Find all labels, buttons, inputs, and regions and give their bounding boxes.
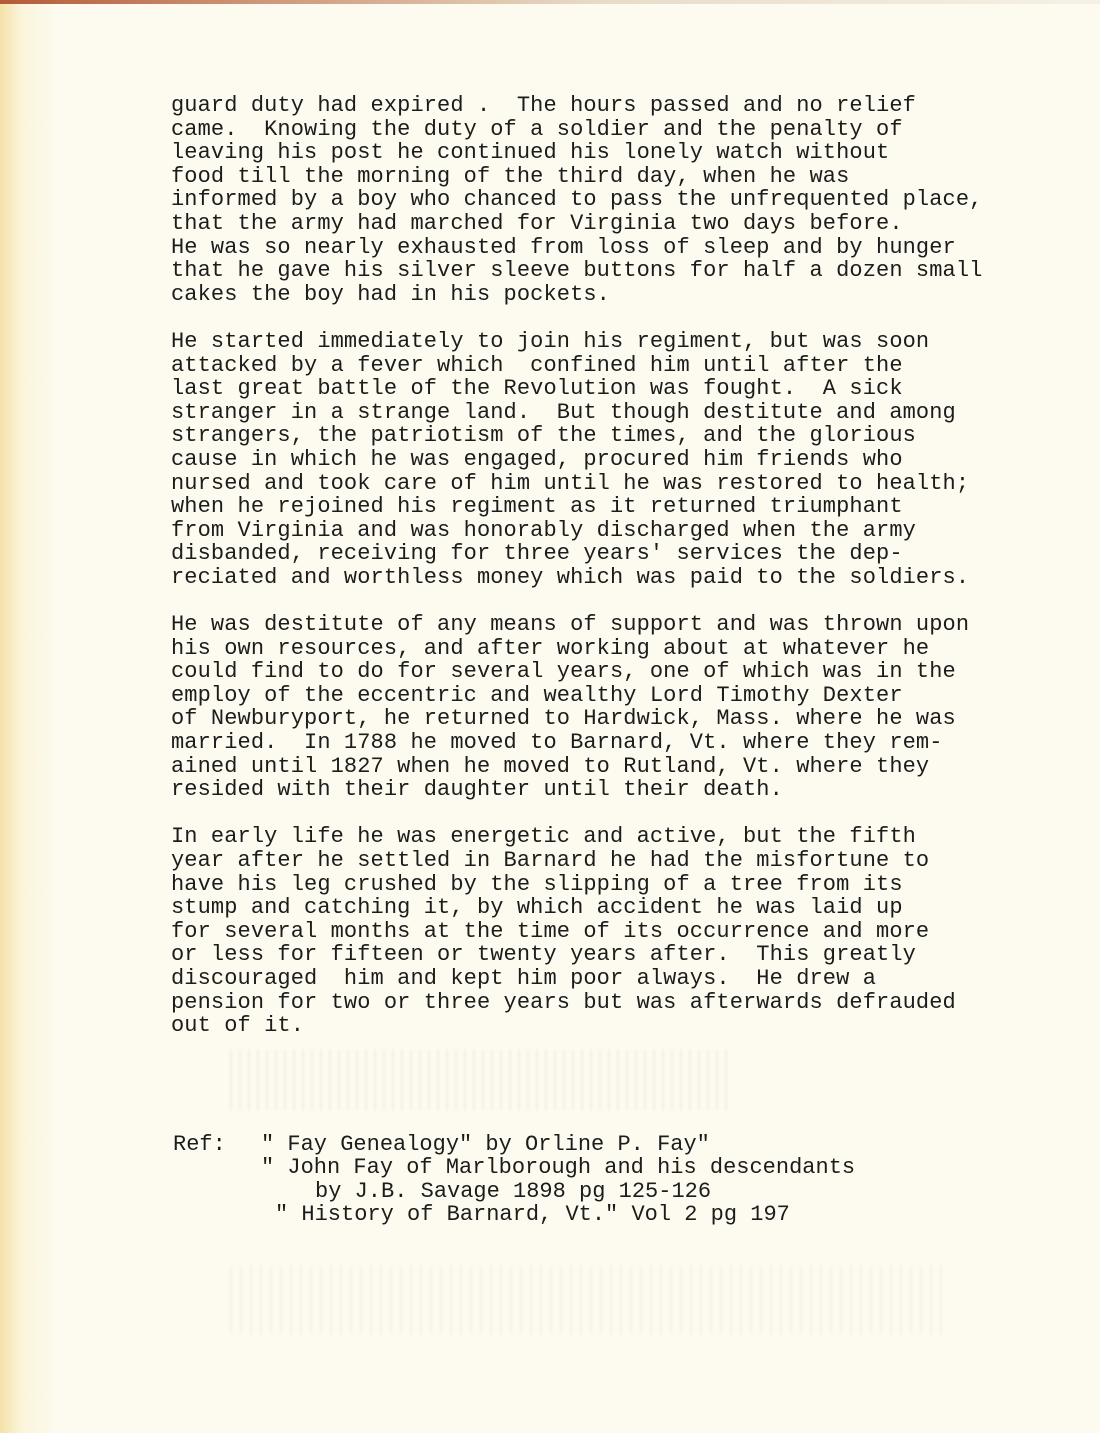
text-line: his own resources, and after working about at whatever he: [171, 635, 930, 661]
text-line: year after he settled in Barnard he had the misfortune to: [171, 848, 930, 873]
text-line: when he rejoined his regiment as it returned triumphant: [171, 494, 903, 520]
text-line: leaving his post he continued his lonely watch without: [171, 140, 890, 166]
text-line: resided with their daughter until their death.: [171, 777, 783, 803]
text-line: married. In 1788 he moved to Barnard, Vt. where they rem-: [171, 730, 943, 756]
reference-entry: " History of Barnard, Vt." Vol 2 pg 197: [275, 1202, 790, 1228]
text-line: came. Knowing the duty of a soldier and the penalty of: [171, 116, 903, 142]
text-line: that the army had marched for Virginia two days before.: [171, 210, 903, 236]
references-block: [173, 1133, 1053, 1227]
text-line: employ of the eccentric and wealthy Lord Timothy Dexter: [171, 682, 903, 708]
text-line: In early life he was energetic and active, but the fifth: [171, 824, 916, 850]
text-line: pension for two or three years but was afterwards defrauded: [171, 989, 956, 1015]
text-line: He was destitute of any means of support and was thrown upon: [171, 612, 970, 638]
text-line: attacked by a fever which confined him until after the: [171, 352, 903, 378]
reference-line: [173, 1133, 1053, 1156]
text-line: from Virginia and was honorably discharged when the army: [171, 517, 916, 543]
references-label: Ref:: [173, 1132, 226, 1157]
paragraph-3: [171, 613, 1071, 802]
ink-offset-smudge: [230, 1050, 730, 1110]
paper-top-edge: [0, 0, 1100, 4]
text-line: last great battle of the Revolution was fought. A sick: [171, 376, 903, 402]
text-line: have his leg crushed by the slipping of a tree from its: [171, 871, 903, 897]
paragraph-1: [171, 94, 1071, 306]
paragraph-4: [171, 825, 1071, 1037]
text-line: of Newburyport, he returned to Hardwick, Mass. where he was: [171, 706, 956, 732]
text-line: could find to do for several years, one of which was in the: [171, 659, 956, 685]
text-line: discouraged him and kept him poor always. He drew a: [171, 965, 877, 991]
text-line: for several months at the time of its occurrence and more: [171, 918, 930, 944]
reference-entry: " Fay Genealogy" by Orline P. Fay": [261, 1132, 710, 1157]
text-line: informed by a boy who chanced to pass the unfrequented place,: [171, 187, 983, 213]
text-line: food till the morning of the third day, when he was: [171, 163, 850, 189]
text-line: out of it.: [171, 1013, 305, 1039]
text-line: He was so nearly exhausted from loss of sleep and by hunger: [171, 234, 956, 260]
text-line: stump and catching it, by which accident he was laid up: [171, 895, 903, 921]
paragraph-2: [171, 330, 1071, 590]
text-line: stranger in a strange land. But though destitute and among: [171, 399, 956, 425]
reference-entry: " John Fay of Marlborough and his descendants: [261, 1155, 856, 1181]
text-line: disbanded, receiving for three years' services the dep-: [171, 541, 903, 567]
text-line: or less for fifteen or twenty years after. This greatly: [171, 942, 916, 968]
text-line: reciated and worthless money which was paid to the soldiers.: [171, 564, 970, 590]
text-line: strangers, the patriotism of the times, and the glorious: [171, 423, 916, 449]
text-line: guard duty had expired . The hours passed and no relief: [171, 93, 916, 118]
text-line: ained until 1827 when he moved to Rutland, Vt. where they: [171, 753, 930, 779]
text-line: He started immediately to join his regiment, but was soon: [171, 328, 930, 354]
text-line: nursed and took care of him until he was restored to health;: [171, 470, 970, 496]
ink-offset-smudge: [230, 1265, 950, 1335]
text-line: cause in which he was engaged, procured him friends who: [171, 446, 903, 472]
reference-entry: by J.B. Savage 1898 pg 125-126: [315, 1178, 712, 1204]
text-line: cakes the boy had in his pockets.: [171, 281, 610, 307]
document-body: [171, 94, 1071, 1061]
text-line: that he gave his silver sleeve buttons for half a dozen small: [171, 258, 983, 284]
